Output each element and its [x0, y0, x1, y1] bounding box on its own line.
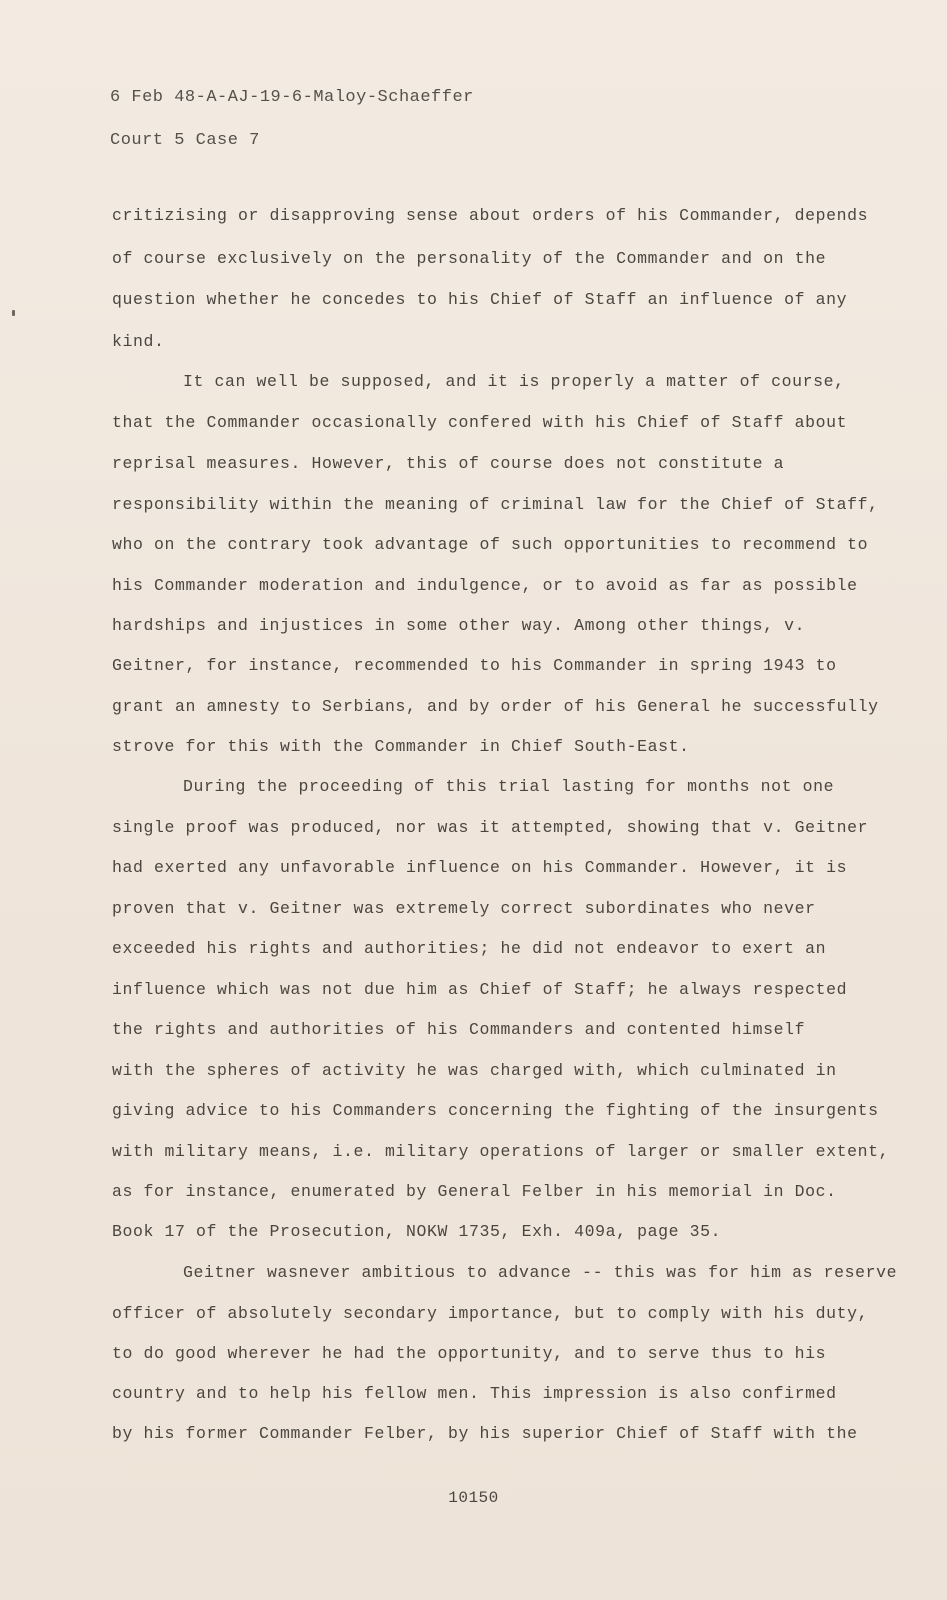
text-line: officer of absolutely secondary importance, but to comply with his duty,	[112, 1304, 869, 1323]
text-line: to do good wherever he had the opportunity, and to serve thus to his	[112, 1344, 827, 1363]
text-line: Book 17 of the Prosecution, NOKW 1735, Exh. 409a, page 35.	[112, 1222, 722, 1241]
text-line: proven that v. Geitner was extremely correct subordinates who never	[112, 899, 816, 918]
text-line: by his former Commander Felber, by his superior Chief of Staff with the	[112, 1424, 858, 1443]
text-line: with the spheres of activity he was charged with, which culminated in	[112, 1061, 837, 1080]
text-line: reprisal measures. However, this of course does not constitute a	[112, 454, 785, 473]
header-reference: 6 Feb 48-A-AJ-19-6-Maloy-Schaeffer	[110, 88, 474, 107]
text-line: single proof was produced, nor was it attempted, showing that v. Geitner	[112, 818, 869, 837]
text-line: the rights and authorities of his Commanders and contented himself	[112, 1020, 806, 1039]
text-line: During the proceeding of this trial lasting for months not one	[183, 777, 835, 796]
margin-mark	[12, 310, 15, 316]
text-line: that the Commander occasionally confered with his Chief of Staff about	[112, 413, 848, 432]
text-line: hardships and injustices in some other way. Among other things, v.	[112, 616, 806, 635]
text-line: kind.	[112, 332, 165, 351]
text-line: Geitner wasnever ambitious to advance -- this was for him as reserve	[183, 1263, 898, 1282]
text-line: giving advice to his Commanders concerning the fighting of the insurgents	[112, 1101, 879, 1120]
text-line: responsibility within the meaning of criminal law for the Chief of Staff,	[112, 495, 879, 514]
text-line: strove for this with the Commander in Chief South-East.	[112, 737, 690, 756]
text-line: critizising or disapproving sense about orders of his Commander, depends	[112, 206, 869, 225]
text-line: country and to help his fellow men. This impression is also confirmed	[112, 1384, 837, 1403]
text-line: Geitner, for instance, recommended to his Commander in spring 1943 to	[112, 656, 837, 675]
text-line: exceeded his rights and authorities; he did not endeavor to exert an	[112, 939, 827, 958]
text-line: influence which was not due him as Chief of Staff; he always respected	[112, 980, 848, 999]
text-line: who on the contrary took advantage of such opportunities to recommend to	[112, 535, 869, 554]
text-line: of course exclusively on the personality of the Commander and on the	[112, 249, 827, 268]
text-line: had exerted any unfavorable influence on his Commander. However, it is	[112, 858, 848, 877]
page-number: 10150	[448, 1489, 499, 1507]
text-line: his Commander moderation and indulgence, or to avoid as far as possible	[112, 576, 858, 595]
text-line: question whether he concedes to his Chief of Staff an influence of any	[112, 290, 848, 309]
text-line: It can well be supposed, and it is properly a matter of course,	[183, 372, 845, 391]
text-line: with military means, i.e. military operations of larger or smaller extent,	[112, 1142, 890, 1161]
text-line: as for instance, enumerated by General Felber in his memorial in Doc.	[112, 1182, 837, 1201]
header-court-case: Court 5 Case 7	[110, 131, 260, 150]
text-line: grant an amnesty to Serbians, and by order of his General he successfully	[112, 697, 879, 716]
